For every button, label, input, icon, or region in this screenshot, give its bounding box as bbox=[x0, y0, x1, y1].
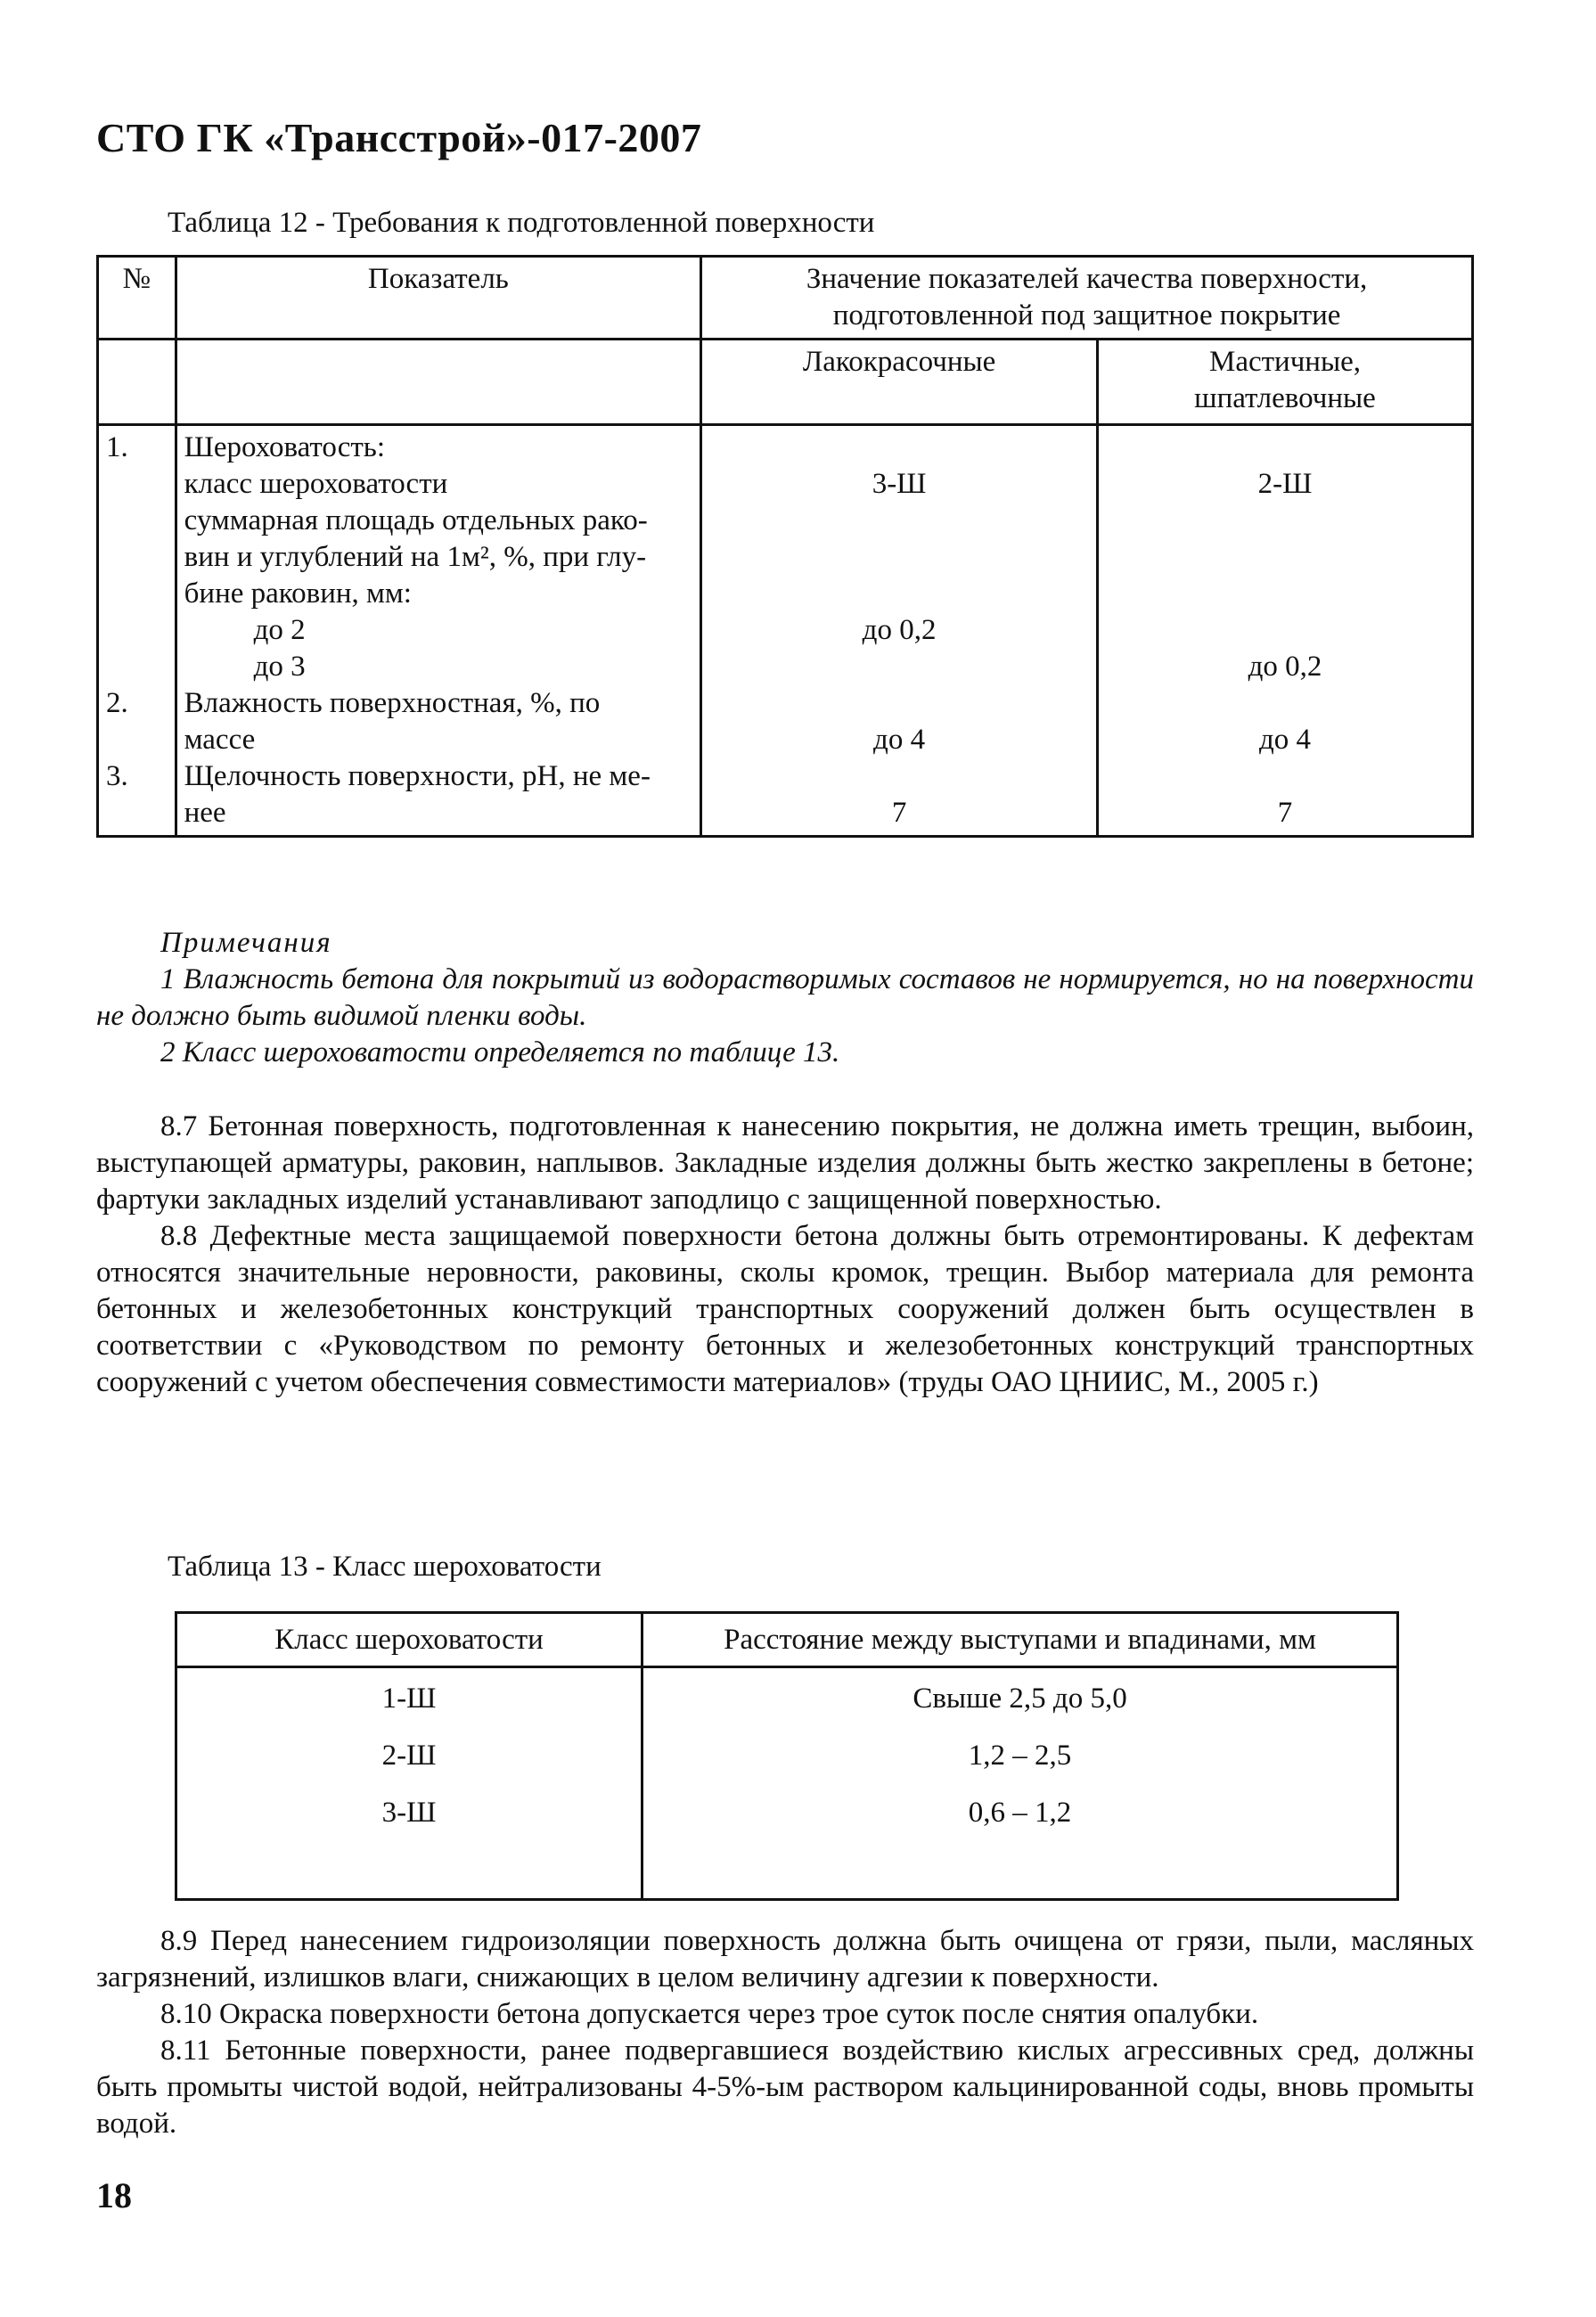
indicator-cell: Шероховатость: класс шероховатости суммарная площадь отдельных рако- вин и углублений на 1м², %, при глу- бине раковин, мм: до 2 до 3 Влажность поверхностная, %, по массе Щелочность поверхности, pH, не ме- нее bbox=[176, 425, 701, 837]
mastic-values-cell: 2-Ш до 0,2 до 4 7 bbox=[1098, 425, 1473, 837]
table-13-caption: Таблица 13 - Класс шероховатости bbox=[168, 1551, 602, 1583]
sub-mastic-header: Мастичные, шпатлевочные bbox=[1098, 340, 1473, 425]
paragraphs-8-9-8-11 bbox=[96, 1923, 1474, 2142]
col-indicator-header: Показатель bbox=[176, 257, 701, 340]
col-class-header: Класс шероховатости bbox=[176, 1613, 642, 1667]
paragraph-8-9: 8.9 Перед нанесением гидроизоляции поверхность должна быть очищена от грязи, пыли, масляных загрязнений, излишков влаги, снижающих в целом величину адгезии к поверхности. bbox=[96, 1925, 1474, 1994]
col-distance-header: Расстояние между выступами и впадинами, мм bbox=[642, 1613, 1398, 1667]
note-1: 1 Влажность бетона для покрытий из водорастворимых составов не нормируется, но на поверхности не должно быть видимой пленки воды. bbox=[96, 963, 1474, 1032]
table-12-caption: Таблица 12 - Требования к подготовленной поверхности bbox=[168, 207, 875, 239]
page-number: 18 bbox=[96, 2175, 132, 2215]
paragraph-8-11: 8.11 Бетонные поверхности, ранее подвергавшиеся воздействию кислых агрессивных сред, должны быть промыты чистой водой, нейтрализованы 4-5%-ым раствором кальцинированной соды, вновь промыты водой. bbox=[96, 2035, 1474, 2140]
table-13-body-row bbox=[176, 1667, 1398, 1900]
paint-values-cell: 3-Ш до 0,2 до 4 7 bbox=[701, 425, 1098, 837]
class-cell: 1-Ш 2-Ш 3-Ш bbox=[176, 1667, 642, 1900]
table-12 bbox=[96, 255, 1474, 838]
paragraph-8-10: 8.10 Окраска поверхности бетона допускается через трое суток после снятия опалубки. bbox=[160, 1998, 1259, 2030]
paragraph-8-7: 8.7 Бетонная поверхность, подготовленная к нанесению покрытия, не должна иметь трещин, выбоин, выступающей арматуры, раковин, наплывов. Закладные изделия должны быть жестко закреплены в бетоне; фартуки закладных изделий устанавливают заподлицо с защищенной поверхностью. bbox=[96, 1110, 1474, 1216]
paragraphs-8-7-8-8 bbox=[96, 1109, 1474, 1401]
note-2: 2 Класс шероховатости определяется по таблице 13. bbox=[160, 1036, 840, 1068]
table-12-header-row bbox=[98, 257, 1473, 340]
table-13 bbox=[175, 1611, 1399, 1901]
col-number-header: № bbox=[98, 257, 176, 340]
document-header: СТО ГК «Трансстрой»-017-2007 bbox=[96, 115, 702, 160]
table-12-subheader-row bbox=[98, 340, 1473, 425]
paragraph-8-8: 8.8 Дефектные места защищаемой поверхности бетона должны быть отремонтированы. К дефектам относятся значительные неровности, раковины, сколы кромок, трещин. Выбор материала для ремонта бетонных и железобетонных конструкций транспортных сооружений должен быть осуществлен в соответствии с «Руководством по ремонту бетонных и железобетонных конструкций транспортных сооружений с учетом обеспечения совместимости материалов» (труды ОАО ЦНИИС, М., 2005 г.) bbox=[96, 1220, 1474, 1398]
distance-cell: Свыше 2,5 до 5,0 1,2 – 2,5 0,6 – 1,2 bbox=[642, 1667, 1398, 1900]
col-values-header: Значение показателей качества поверхности, подготовленной под защитное покрытие bbox=[701, 257, 1473, 340]
table-12-body-row bbox=[98, 425, 1473, 837]
notes-block bbox=[96, 925, 1474, 1071]
sub-paint-header: Лакокрасочные bbox=[701, 340, 1098, 425]
table-13-header-row bbox=[176, 1613, 1398, 1667]
notes-title: Примечания bbox=[160, 927, 332, 959]
row-numbers-cell: 1. 2. 3. bbox=[98, 425, 176, 837]
